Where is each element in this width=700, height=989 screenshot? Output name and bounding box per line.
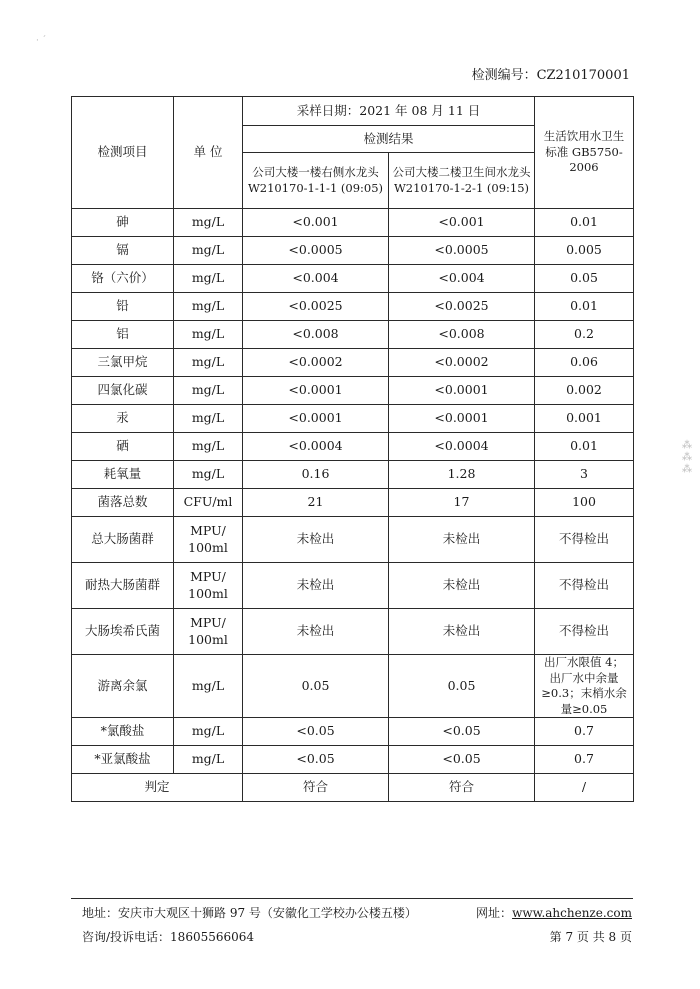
cell-result-1: <0.0025 (243, 293, 389, 321)
cell-unit: mg/L (174, 405, 243, 433)
report-number-value: CZ210170001 (536, 68, 630, 83)
cell-result-1: <0.004 (243, 265, 389, 293)
cell-unit: mg/L (174, 718, 243, 746)
verdict-label: 判定 (72, 774, 243, 802)
cell-unit: mg/L (174, 377, 243, 405)
cell-item: 镉 (72, 237, 174, 265)
cell-result-2: 未检出 (389, 563, 535, 609)
cell-item: 铝 (72, 321, 174, 349)
cell-item: 砷 (72, 209, 174, 237)
footer-hotline: 咨询/投诉电话：18605566064 (82, 930, 255, 944)
cell-item: 耐热大肠菌群 (72, 563, 174, 609)
cell-result-1: <0.0001 (243, 377, 389, 405)
header-row-1 (72, 97, 634, 126)
cell-item: *亚氯酸盐 (72, 746, 174, 774)
table-row (72, 609, 634, 655)
cell-standard: 不得检出 (535, 563, 634, 609)
verdict-result-2: 符合 (389, 774, 535, 802)
cell-item: 铬（六价） (72, 265, 174, 293)
cell-unit: MPU/ 100ml (174, 609, 243, 655)
cell-item: 铅 (72, 293, 174, 321)
table-row (72, 746, 634, 774)
cell-result-2: <0.0001 (389, 405, 535, 433)
footer-website-label: 网址： (476, 906, 513, 920)
cell-unit: MPU/ 100ml (174, 563, 243, 609)
table-row (72, 718, 634, 746)
cell-standard: 0.05 (535, 265, 634, 293)
header-sampling-date: 采样日期：2021 年 08 月 11 日 (243, 97, 535, 126)
header-standard: 生活饮用水卫生标准 GB5750-2006 (535, 97, 634, 209)
cell-result-1: 未检出 (243, 609, 389, 655)
footer-line-2 (82, 928, 632, 945)
cell-standard: 出厂水限值 4；出厂水中余量≥0.3；末梢水余量≥0.05 (535, 655, 634, 718)
cell-result-1: 未检出 (243, 563, 389, 609)
table-row (72, 321, 634, 349)
cell-standard: 100 (535, 489, 634, 517)
cell-standard: 0.01 (535, 209, 634, 237)
cell-result-2: <0.0004 (389, 433, 535, 461)
cell-result-2: 未检出 (389, 517, 535, 563)
cell-result-1: 21 (243, 489, 389, 517)
cell-result-2: <0.004 (389, 265, 535, 293)
cell-result-2: <0.001 (389, 209, 535, 237)
cell-standard: 0.06 (535, 349, 634, 377)
cell-standard: 0.002 (535, 377, 634, 405)
cell-unit: MPU/ 100ml (174, 517, 243, 563)
cell-result-1: <0.001 (243, 209, 389, 237)
cell-item: 硒 (72, 433, 174, 461)
cell-unit: mg/L (174, 321, 243, 349)
header-sample-2: 公司大楼二楼卫生间水龙头 W210170-1-2-1 (09:15) (389, 153, 535, 209)
cell-result-2: 17 (389, 489, 535, 517)
report-number-label: 检测编号： (471, 68, 537, 83)
table-row (72, 655, 634, 718)
cell-standard: 0.2 (535, 321, 634, 349)
cell-item: 耗氧量 (72, 461, 174, 489)
verdict-result-1: 符合 (243, 774, 389, 802)
cell-unit: mg/L (174, 461, 243, 489)
footer-divider (71, 898, 633, 899)
cell-item: 三氯甲烷 (72, 349, 174, 377)
cell-unit: mg/L (174, 265, 243, 293)
cell-result-2: <0.05 (389, 718, 535, 746)
cell-standard: 0.01 (535, 433, 634, 461)
cell-unit: mg/L (174, 349, 243, 377)
cell-result-1: <0.05 (243, 718, 389, 746)
table-row (72, 517, 634, 563)
cell-result-2: <0.05 (389, 746, 535, 774)
cell-result-2: 未检出 (389, 609, 535, 655)
cell-result-2: <0.0025 (389, 293, 535, 321)
verdict-row (72, 774, 634, 802)
cell-unit: CFU/ml (174, 489, 243, 517)
cell-unit: mg/L (174, 746, 243, 774)
cell-result-2: 0.05 (389, 655, 535, 718)
cell-result-1: <0.05 (243, 746, 389, 774)
cell-result-1: 未检出 (243, 517, 389, 563)
header-item: 检测项目 (72, 97, 174, 209)
table-row (72, 489, 634, 517)
header-unit: 单 位 (174, 97, 243, 209)
scan-speck: · ˊ (36, 36, 47, 46)
report-number (472, 64, 630, 83)
results-table (71, 96, 634, 802)
table-row (72, 349, 634, 377)
cell-standard: 0.001 (535, 405, 634, 433)
footer-page-number: 第 7 页 共 8 页 (549, 930, 632, 944)
cell-item: 四氯化碳 (72, 377, 174, 405)
table-row (72, 461, 634, 489)
table-row (72, 405, 634, 433)
cell-unit: mg/L (174, 209, 243, 237)
cell-standard: 0.01 (535, 293, 634, 321)
table-row (72, 237, 634, 265)
footer-website-block (476, 904, 632, 921)
footer-address: 地址：安庆市大观区十狮路 97 号（安徽化工学校办公楼五楼） (82, 906, 417, 920)
cell-item: 游离余氯 (72, 655, 174, 718)
cell-standard: 不得检出 (535, 609, 634, 655)
cell-standard: 0.005 (535, 237, 634, 265)
cell-result-2: <0.0001 (389, 377, 535, 405)
cell-standard: 0.7 (535, 718, 634, 746)
cell-result-1: <0.0004 (243, 433, 389, 461)
header-results: 检测结果 (243, 126, 535, 153)
cell-item: *氯酸盐 (72, 718, 174, 746)
cell-result-1: <0.0001 (243, 405, 389, 433)
footer-website-link[interactable]: www.ahchenze.com (512, 906, 632, 920)
footer-line-1 (82, 904, 632, 921)
table-row (72, 563, 634, 609)
cell-unit: mg/L (174, 433, 243, 461)
cell-result-1: 0.05 (243, 655, 389, 718)
table-row (72, 265, 634, 293)
cell-item: 菌落总数 (72, 489, 174, 517)
cell-result-1: 0.16 (243, 461, 389, 489)
table-row (72, 433, 634, 461)
cell-standard: 3 (535, 461, 634, 489)
cell-result-1: <0.008 (243, 321, 389, 349)
table-row (72, 377, 634, 405)
cell-item: 总大肠菌群 (72, 517, 174, 563)
cell-item: 汞 (72, 405, 174, 433)
cell-unit: mg/L (174, 655, 243, 718)
cell-result-2: <0.0005 (389, 237, 535, 265)
cell-standard: 不得检出 (535, 517, 634, 563)
table-row (72, 209, 634, 237)
cell-result-1: <0.0005 (243, 237, 389, 265)
cell-item: 大肠埃希氏菌 (72, 609, 174, 655)
edge-stamp-mark: ⁂ ⁂ ⁂ (682, 440, 692, 475)
cell-result-2: <0.008 (389, 321, 535, 349)
cell-result-2: <0.0002 (389, 349, 535, 377)
cell-unit: mg/L (174, 293, 243, 321)
table-row (72, 293, 634, 321)
verdict-standard: / (535, 774, 634, 802)
cell-standard: 0.7 (535, 746, 634, 774)
results-table-body (72, 97, 634, 802)
header-sample-1: 公司大楼一楼右侧水龙头 W210170-1-1-1 (09:05) (243, 153, 389, 209)
cell-result-1: <0.0002 (243, 349, 389, 377)
cell-result-2: 1.28 (389, 461, 535, 489)
cell-unit: mg/L (174, 237, 243, 265)
